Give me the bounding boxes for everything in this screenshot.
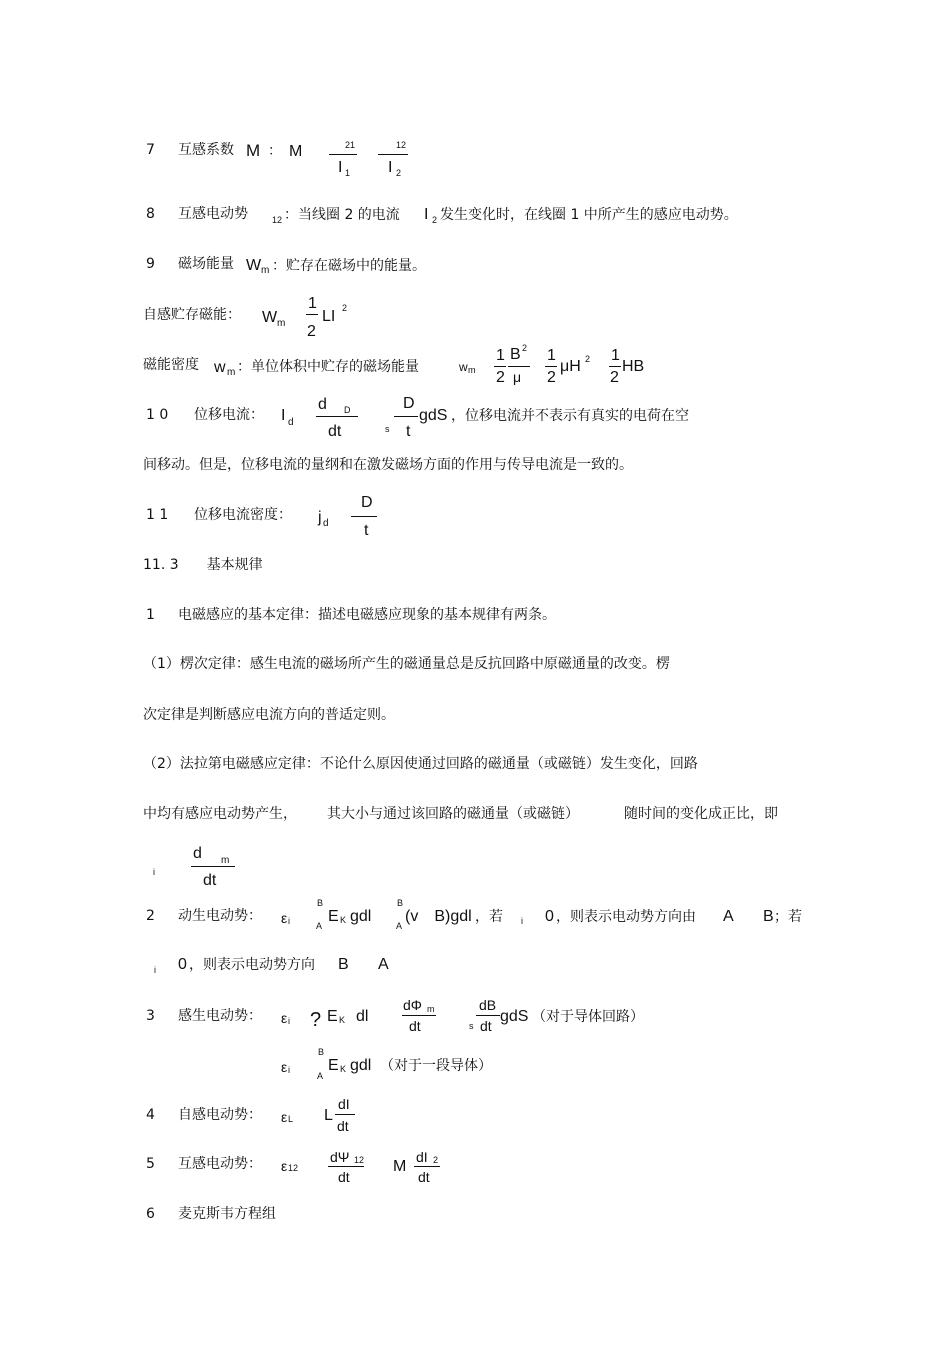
math-subscript: K	[340, 915, 347, 925]
math-symbol: dI	[338, 1096, 350, 1112]
math-symbol: M	[246, 141, 261, 160]
math-symbol: 2	[547, 369, 556, 386]
math-subscript: i	[521, 916, 523, 926]
fraction-bar	[402, 1015, 436, 1016]
item-number: 2	[146, 908, 155, 924]
math-symbol: 1	[547, 347, 556, 364]
math-symbol: ε	[281, 1059, 288, 1075]
math-subscript: 21	[345, 140, 356, 150]
math-symbol: dI	[416, 1149, 428, 1165]
math-subscript: i	[288, 1016, 290, 1026]
math-symbol: 1	[496, 347, 505, 364]
term-label: 磁场能量	[178, 256, 234, 272]
math-symbol: dt	[337, 1118, 349, 1134]
math-symbol: t	[406, 423, 411, 440]
body-text: 间移动。但是，位移电流的量纲和在激发磁场方面的作用与传导电流是一致的。	[143, 457, 633, 473]
math-symbol: 1	[308, 295, 317, 312]
math-subscript: K	[339, 1015, 346, 1025]
term-label: 动生电动势：	[178, 908, 262, 924]
fraction-bar	[545, 366, 557, 367]
math-subscript: d	[288, 417, 294, 428]
fraction-bar	[306, 314, 318, 315]
math-symbol: ：	[268, 143, 282, 159]
math-symbol: (v B)gdl	[405, 908, 472, 925]
term-label: 位移电流密度：	[194, 507, 292, 523]
math-subscript: D	[344, 405, 351, 415]
math-subscript: K	[340, 1064, 347, 1074]
math-subscript: m	[227, 367, 236, 378]
math-subscript: B	[318, 1047, 325, 1057]
math-symbol: 2	[610, 369, 619, 386]
math-symbol: gdl	[350, 1057, 372, 1074]
math-symbol: 0	[178, 956, 187, 973]
math-subscript: B	[317, 898, 324, 908]
term-label: 自感贮存磁能：	[143, 307, 241, 323]
term-label: 自感电动势：	[178, 1107, 262, 1123]
math-symbol: w	[459, 360, 468, 374]
math-symbol: dt	[480, 1018, 492, 1034]
math-symbol: E	[328, 908, 339, 925]
body-text: ，位移电流并不表示有真实的电荷在空	[451, 408, 689, 424]
math-superscript: 2	[522, 343, 528, 353]
math-superscript: 2	[342, 303, 348, 313]
body-text: ：当线圈 2 的电流	[284, 207, 400, 223]
item-number: 8	[146, 206, 155, 222]
math-symbol: W	[262, 309, 278, 326]
math-symbol: gdl	[350, 908, 372, 925]
math-symbol: E	[327, 1008, 338, 1025]
math-symbol: dt	[328, 423, 342, 440]
term-label: 互感电动势	[178, 206, 248, 222]
body-text: ，则表示电动势方向	[189, 957, 315, 973]
term-label: 麦克斯韦方程组	[178, 1206, 276, 1222]
fraction-bar	[335, 1114, 355, 1115]
math-symbol: dΦ	[403, 997, 422, 1013]
term-label: 磁能密度	[143, 357, 199, 373]
math-subscript: s	[385, 424, 390, 434]
math-subscript: A	[317, 1071, 324, 1081]
math-symbol: A	[378, 956, 389, 973]
math-subscript: A	[316, 921, 323, 931]
math-symbol: 0	[545, 908, 554, 925]
math-symbol: dl	[356, 1008, 369, 1025]
math-subscript: 1	[345, 168, 351, 178]
math-symbol: E	[328, 1057, 339, 1074]
fraction-bar	[191, 866, 235, 867]
math-subscript: m	[427, 1004, 435, 1014]
math-symbol: L	[324, 1107, 333, 1124]
math-subscript: i	[154, 965, 156, 975]
math-symbol: d	[318, 396, 327, 413]
math-subscript: m	[277, 318, 286, 329]
math-symbol: ε	[281, 1158, 288, 1174]
body-text: 随时间的变化成正比，即	[624, 806, 778, 822]
body-text: 次定律是判断感应电流方向的普适定则。	[143, 707, 395, 723]
item-number: 3	[146, 1008, 155, 1024]
fraction-bar	[494, 366, 506, 367]
math-symbol: B	[510, 346, 521, 363]
item-number: 6	[146, 1206, 155, 1222]
math-symbol: I	[424, 206, 429, 223]
body-text: （2）法拉第电磁感应定律：不论什么原因使通过回路的磁通量（或磁链）发生变化，回路	[143, 756, 698, 772]
body-text: （1）楞次定律：感生电流的磁场所产生的磁通量总是反抗回路中原磁通量的改变。楞	[143, 656, 670, 672]
math-symbol: dB	[479, 997, 497, 1013]
math-subscript: L	[288, 1114, 294, 1124]
body-text: ：单位体积中贮存的磁场能量	[237, 359, 419, 375]
math-symbol: 2	[307, 323, 316, 340]
math-symbol: M	[289, 143, 303, 160]
body-text: ，则表示电动势方向由	[556, 909, 696, 925]
fraction-bar	[328, 1166, 364, 1167]
math-subscript: 12	[288, 1163, 299, 1173]
math-symbol: gdS	[500, 1008, 529, 1025]
math-symbol: 1	[611, 347, 620, 364]
math-symbol: dΨ	[330, 1149, 350, 1165]
math-subscript: s	[469, 1021, 474, 1031]
math-symbol: I	[338, 159, 343, 176]
math-symbol: d	[193, 845, 202, 862]
math-symbol: μH	[560, 358, 581, 375]
math-symbol: dt	[338, 1169, 350, 1185]
math-symbol: A	[723, 908, 734, 925]
math-subscript: 2	[432, 215, 438, 225]
math-symbol: ε	[281, 1010, 288, 1026]
math-subscript: 12	[272, 215, 283, 225]
math-superscript: 2	[585, 354, 591, 364]
math-symbol: ε	[281, 910, 288, 926]
body-text: （对于导体回路）	[532, 1009, 644, 1025]
math-symbol: 2	[496, 369, 505, 386]
fraction-bar	[508, 366, 530, 367]
item-number: 1	[146, 607, 155, 623]
fraction-bar	[378, 154, 408, 155]
item-number: 1 1	[146, 507, 169, 523]
math-symbol: ε	[281, 1109, 288, 1125]
math-subscript: 2	[433, 1155, 439, 1165]
item-number: 7	[146, 142, 155, 158]
math-subscript: 2	[396, 168, 402, 178]
math-subscript: m	[261, 265, 270, 276]
item-number: 1 0	[146, 407, 169, 423]
item-number: 9	[146, 256, 155, 272]
body-text: 发生变化时，在线圈 1 中所产生的感应电动势。	[440, 207, 738, 223]
math-subscript: d	[323, 518, 329, 529]
body-text: 其大小与通过该回路的磁通量（或磁链）	[327, 806, 579, 822]
math-subscript: 12	[396, 140, 407, 150]
math-subscript: i	[288, 1065, 290, 1075]
term-label: 感生电动势：	[178, 1008, 262, 1024]
body-text: ；若	[774, 909, 802, 925]
math-symbol: dt	[418, 1169, 430, 1185]
math-symbol: HB	[622, 358, 645, 375]
math-subscript: m	[221, 855, 230, 866]
body-text: 中均有感应电动势产生，	[143, 806, 297, 822]
math-subscript: A	[396, 921, 403, 931]
math-subscript: i	[288, 916, 290, 926]
term-label: 互感系数	[178, 142, 234, 158]
fraction-bar	[351, 516, 377, 517]
section-heading: 11. 3 基本规律	[143, 557, 263, 573]
fraction-bar	[609, 366, 621, 367]
math-symbol: gdS	[419, 407, 448, 424]
math-symbol: LI	[322, 308, 336, 325]
math-symbol: D	[403, 395, 415, 412]
math-symbol: I	[388, 159, 393, 176]
body-text: 电磁感应的基本定律：描述电磁感应现象的基本规律有两条。	[178, 607, 556, 623]
term-label: 位移电流：	[194, 407, 264, 423]
math-symbol: w	[214, 359, 226, 376]
math-symbol: I	[281, 407, 286, 424]
math-subscript: i	[153, 867, 155, 877]
term-label: 互感电动势：	[178, 1156, 262, 1172]
body-text: ：贮存在磁场中的能量。	[272, 258, 426, 274]
math-symbol: μ	[513, 369, 522, 385]
math-symbol: B	[763, 908, 774, 925]
math-symbol: ?	[310, 1009, 322, 1031]
math-subscript: 12	[354, 1155, 365, 1165]
math-symbol: B	[338, 956, 349, 973]
fraction-bar	[329, 154, 357, 155]
math-symbol: D	[361, 494, 373, 511]
body-text: ，若	[475, 909, 503, 925]
math-symbol: dt	[203, 872, 217, 889]
math-symbol: M	[393, 1158, 407, 1175]
body-text: （对于一段导体）	[380, 1058, 492, 1074]
math-symbol: j	[318, 509, 322, 526]
math-symbol: t	[364, 522, 369, 539]
fraction-bar	[316, 416, 358, 417]
math-subscript: B	[397, 898, 404, 908]
item-number: 5	[146, 1156, 155, 1172]
fraction-bar	[394, 416, 418, 417]
item-number: 4	[146, 1107, 155, 1123]
fraction-bar	[414, 1166, 440, 1167]
fraction-bar	[476, 1015, 500, 1016]
math-symbol: W	[246, 257, 262, 274]
math-subscript: m	[468, 365, 476, 375]
math-symbol: dt	[409, 1018, 421, 1034]
